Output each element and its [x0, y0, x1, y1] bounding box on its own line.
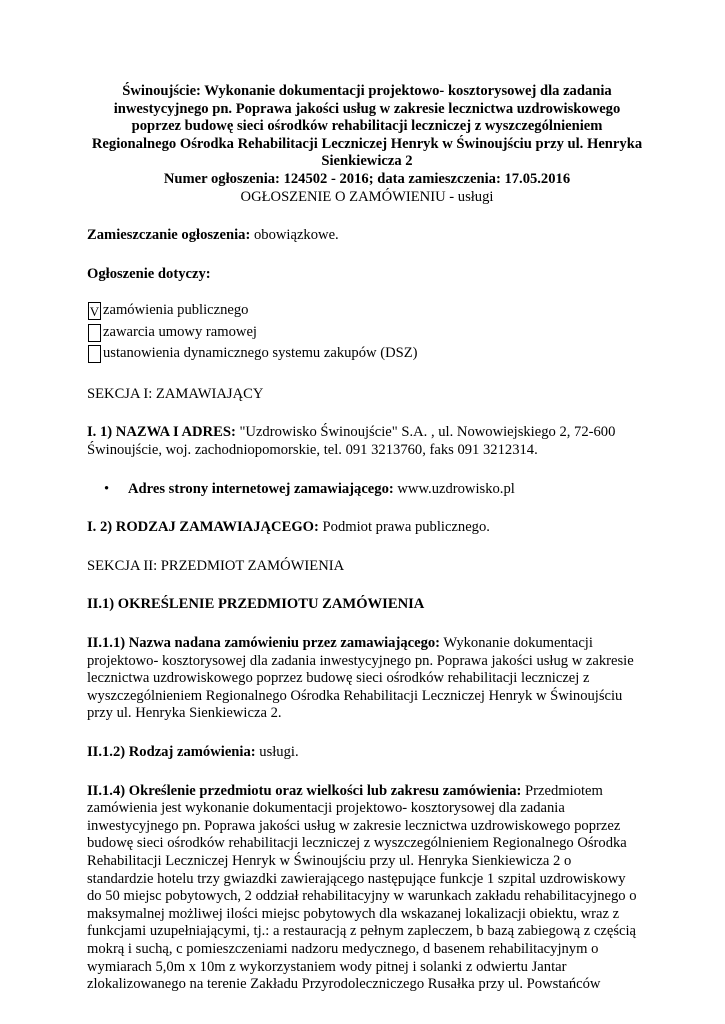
scope-line: standardzie hotelu trzy gwiazdki zawierającego następujące funkcje 1 szpital uzdrowiskowy	[87, 870, 626, 887]
scope-line: zamówienia jest wykonanie dokumentacji projektowo- kosztorysowej dla zadania	[87, 800, 565, 817]
title-line: inwestycyjnego pn. Poprawa jakości usług w zakresie lecznictwa uzdrowiskowego	[113, 100, 621, 117]
option-framework-agreement	[88, 322, 647, 344]
contracting-authority-name-address	[87, 424, 647, 442]
option-label: zamówienia publicznego	[103, 302, 249, 319]
posting-label: Zamieszczanie ogłoszenia:	[87, 227, 251, 244]
option-label: ustanowienia dynamicznego systemu zakupów (DSZ)	[103, 345, 418, 362]
concerns-label: Ogłoszenie dotyczy:	[87, 265, 211, 282]
document-page	[87, 83, 647, 994]
checkbox-framework-agreement	[88, 324, 101, 342]
scope-line: Rehabilitacji Leczniczej Henryk w Świnoujściu przy ul. Henryka Sienkiewicza 2 o	[87, 852, 572, 869]
checkbox-dynamic-purchasing	[88, 345, 101, 363]
title-line: Sienkiewicza 2	[321, 153, 413, 170]
title-line: Regionalnego Ośrodka Rehabilitacji Leczniczej Henryk w Świnoujściu przy ul. Henryka	[91, 135, 643, 152]
title-line: Świnoujście: Wykonanie dokumentacji projektowo- kosztorysowej dla zadania	[122, 83, 612, 99]
scope-paragraph	[87, 783, 647, 801]
posting-paragraph	[87, 227, 647, 245]
posting-value: obowiązkowe.	[250, 227, 339, 244]
contract-kind-value: usługi.	[255, 743, 299, 760]
notice-type: OGŁOSZENIE O ZAMÓWIENIU - usługi	[240, 188, 494, 205]
authority-type-label: I. 2) RODZAJ ZAMAWIAJĄCEGO:	[87, 519, 319, 536]
notice-number: Numer ogłoszenia: 124502 - 2016; data zamieszczenia: 17.05.2016	[163, 170, 571, 187]
contract-name-line: wyszczególnieniem Regionalnego Ośrodka Rehabilitacji Leczniczej Henryk w Świnoujściu	[87, 687, 623, 704]
document-title	[87, 83, 647, 206]
name-address-line: "Uzdrowisko Świnoujście" S.A. , ul. Nowowiejskiego 2, 72-600	[235, 424, 616, 441]
website-label: Adres strony internetowej zamawiającego:	[128, 480, 394, 497]
contract-name-line: przy ul. Henryka Sienkiewicza 2.	[87, 705, 282, 722]
contract-name-line: lecznictwa uzdrowiskowego poprzez budowę sieci ośrodków rehabilitacji leczniczej z	[87, 670, 590, 687]
option-dynamic-purchasing	[88, 343, 647, 365]
scope-line: do 50 miejsc pobytowych, 2 oddział rehabilitacyjny w warunkach zakładu rehabilitacyjnego o	[87, 888, 637, 905]
concerns-options	[87, 300, 647, 365]
section-2-1-heading	[87, 596, 647, 614]
name-address-label: I. 1) NAZWA I ADRES:	[87, 424, 236, 441]
scope-line: wymiarach 5,0m x 10m z wykorzystaniem wody pitnej i solanki z odwiertu Jantar	[87, 958, 567, 975]
name-address-line: Świnoujście, woj. zachodniopomorskie, tel. 091 3213760, faks 091 3212314.	[87, 442, 538, 459]
scope-label: II.1.4) Określenie przedmiotu oraz wielkości lub zakresu zamówienia:	[87, 782, 522, 799]
section-1-heading: SEKCJA I: ZAMAWIAJĄCY	[87, 385, 264, 402]
contract-kind-label: II.1.2) Rodzaj zamówienia:	[87, 743, 256, 760]
scope-line: inwestycyjnego pn. Poprawa jakości usług w zakresie lecznictwa uzdrowiskowego poprzez	[87, 817, 621, 834]
website-item	[87, 481, 647, 499]
contract-kind-paragraph	[87, 744, 647, 762]
website-text	[128, 481, 515, 499]
scope-line: maksymalnej możliwej ilości miejsc pobytowych dla wskazanej lokalizacji obiektu, wraz z	[87, 905, 620, 922]
bullet-icon: •	[104, 480, 110, 497]
scope-line: zlokalizowanego na terenie Zakładu Przyrodoleczniczego Rusałka przy ul. Powstańców	[87, 976, 601, 993]
checkbox-public-procurement: V	[89, 303, 100, 319]
section-2-heading: SEKCJA II: PRZEDMIOT ZAMÓWIENIA	[87, 557, 345, 574]
contract-name-line: Wykonanie dokumentacji	[440, 635, 593, 651]
website-value: www.uzdrowisko.pl	[393, 480, 515, 497]
title-line: poprzez budowę sieci ośrodków rehabilitacji leczniczej z wyszczególnieniem	[131, 118, 603, 135]
authority-type-value: Podmiot prawa publicznego.	[318, 519, 490, 536]
contract-name-paragraph	[87, 635, 647, 653]
scope-line: mokrą i suchą, c pomieszczeniami nadzoru medycznego, d basenem rehabilitacyjnym o	[87, 940, 599, 957]
option-label: zawarcia umowy ramowej	[103, 323, 257, 340]
concerns-heading	[87, 266, 647, 284]
contracting-authority-type	[87, 519, 647, 537]
scope-line: budowę sieci ośrodków rehabilitacji leczniczej z wyszczególnieniem Regionalnego Ośrodka	[87, 835, 627, 852]
contract-name-label: II.1.1) Nazwa nadana zamówieniu przez zamawiającego:	[87, 635, 441, 651]
scope-line: funkcjami uzupełniającymi, tj.: a restauracją z pełnym zapleczem, b bazą zabiegową z częścią	[87, 923, 637, 940]
contract-name-line: projektowo- kosztorysowej dla zadania inwestycyjnego pn. Poprawa jakości usług w zakresie	[87, 652, 634, 669]
option-public-procurement	[88, 300, 647, 322]
scope-line: Przedmiotem	[521, 782, 603, 799]
subject-definition-label: II.1) OKREŚLENIE PRZEDMIOTU ZAMÓWIENIA	[87, 596, 425, 613]
